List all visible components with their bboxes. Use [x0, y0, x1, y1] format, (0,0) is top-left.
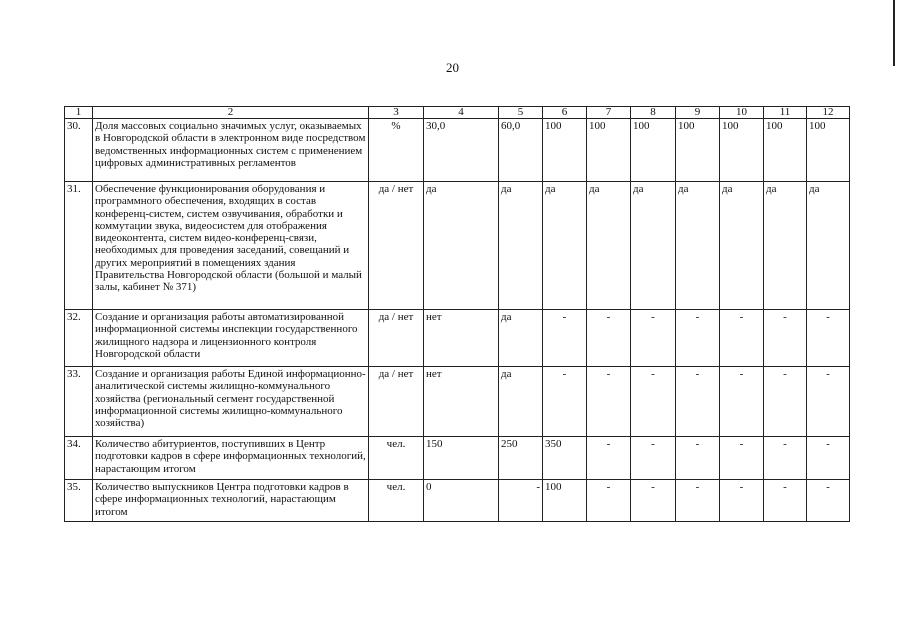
- indicators-table: [64, 106, 850, 522]
- value-cell: да: [764, 182, 807, 310]
- table-row: [65, 119, 850, 182]
- value-cell: 100: [720, 119, 764, 182]
- indicator-name: Доля массовых социально значимых услуг, оказываемых в Новгородской области в электронном виде посредством ведомственных информационных систем с применением цифровых административных регламентов: [93, 119, 369, 182]
- value-cell: -: [631, 437, 676, 480]
- value-cell: -: [676, 437, 720, 480]
- indicator-name: Обеспечение функционирования оборудования и программного обеспечения, входящих в состав конференц-систем, систем озвучивания, обработки и коммутации звука, видеосистем для отображения видеоконтента, систем видео-конференц-связи, необходимых для проведения заседаний, совещаний и других мероприятий в помещениях здания Правительства Новгородской области (большой и малый залы, кабинет № 371): [93, 182, 369, 310]
- value-cell: 0: [424, 480, 499, 522]
- value-cell: 350: [543, 437, 587, 480]
- value-cell: 30,0: [424, 119, 499, 182]
- value-cell: да: [499, 182, 543, 310]
- table-row: [65, 367, 850, 437]
- value-cell: -: [543, 367, 587, 437]
- value-cell: -: [764, 437, 807, 480]
- value-cell: -: [543, 310, 587, 367]
- value-cell: -: [764, 480, 807, 522]
- table-row: [65, 310, 850, 367]
- value-cell: -: [764, 367, 807, 437]
- value-cell: -: [807, 437, 850, 480]
- row-number: 34.: [65, 437, 93, 480]
- value-cell: -: [587, 367, 631, 437]
- value-cell: 100: [807, 119, 850, 182]
- value-cell: -: [720, 310, 764, 367]
- column-header: 4: [424, 107, 499, 119]
- indicator-name: Количество выпускников Центра подготовки кадров в сфере информационных технологий, нарастающим итогом: [93, 480, 369, 522]
- column-number-header-row: [65, 107, 850, 119]
- value-cell: -: [807, 367, 850, 437]
- value-cell: -: [676, 480, 720, 522]
- value-cell: -: [587, 437, 631, 480]
- row-number: 31.: [65, 182, 93, 310]
- column-header: 9: [676, 107, 720, 119]
- value-cell: -: [631, 480, 676, 522]
- unit-cell: чел.: [369, 480, 424, 522]
- value-cell: 60,0: [499, 119, 543, 182]
- value-cell: да: [424, 182, 499, 310]
- value-cell: да: [676, 182, 720, 310]
- row-number: 35.: [65, 480, 93, 522]
- value-cell: -: [676, 310, 720, 367]
- value-cell: да: [720, 182, 764, 310]
- row-number: 30.: [65, 119, 93, 182]
- value-cell: -: [587, 480, 631, 522]
- value-cell: да: [499, 310, 543, 367]
- unit-cell: да / нет: [369, 182, 424, 310]
- column-header: 6: [543, 107, 587, 119]
- column-header: 10: [720, 107, 764, 119]
- value-cell: 100: [543, 119, 587, 182]
- value-cell: да: [543, 182, 587, 310]
- value-cell: да: [807, 182, 850, 310]
- row-number: 32.: [65, 310, 93, 367]
- value-cell: да: [587, 182, 631, 310]
- indicator-name: Создание и организация работы Единой информационно-аналитической системы жилищно-коммунального хозяйства (региональный сегмент государственной информационной системы жилищно-коммунального хозяйства): [93, 367, 369, 437]
- value-cell: -: [807, 480, 850, 522]
- column-header: 11: [764, 107, 807, 119]
- value-cell: нет: [424, 310, 499, 367]
- unit-cell: чел.: [369, 437, 424, 480]
- value-cell: да: [631, 182, 676, 310]
- table-row: [65, 182, 850, 310]
- column-header: 8: [631, 107, 676, 119]
- column-header: 3: [369, 107, 424, 119]
- table-row: [65, 437, 850, 480]
- unit-cell: да / нет: [369, 310, 424, 367]
- value-cell: -: [587, 310, 631, 367]
- value-cell: -: [764, 310, 807, 367]
- column-header: 12: [807, 107, 850, 119]
- value-cell: 100: [676, 119, 720, 182]
- value-cell: -: [720, 367, 764, 437]
- value-cell: да: [499, 367, 543, 437]
- indicator-name: Количество абитуриентов, поступивших в Центр подготовки кадров в сфере информационных технологий, нарастающим итогом: [93, 437, 369, 480]
- column-header: 2: [93, 107, 369, 119]
- value-cell: 100: [764, 119, 807, 182]
- column-header: 5: [499, 107, 543, 119]
- value-cell: -: [720, 437, 764, 480]
- unit-cell: да / нет: [369, 367, 424, 437]
- page-number: 20: [446, 60, 459, 75]
- value-cell: нет: [424, 367, 499, 437]
- value-cell: 100: [631, 119, 676, 182]
- unit-cell: %: [369, 119, 424, 182]
- value-cell: 150: [424, 437, 499, 480]
- value-cell: -: [807, 310, 850, 367]
- value-cell: 100: [587, 119, 631, 182]
- table-row: [65, 480, 850, 522]
- value-cell: -: [631, 367, 676, 437]
- value-cell: -: [631, 310, 676, 367]
- value-cell: 250: [499, 437, 543, 480]
- value-cell: -: [676, 367, 720, 437]
- value-cell: -: [720, 480, 764, 522]
- indicator-name: Создание и организация работы автоматизированной информационной системы инспекции государственного жилищного надзора и лицензионного контроля Новгородской области: [93, 310, 369, 367]
- value-cell: 100: [543, 480, 587, 522]
- column-header: 7: [587, 107, 631, 119]
- row-number: 33.: [65, 367, 93, 437]
- value-cell: -: [499, 480, 543, 522]
- column-header: 1: [65, 107, 93, 119]
- scan-edge-mark: [893, 0, 895, 66]
